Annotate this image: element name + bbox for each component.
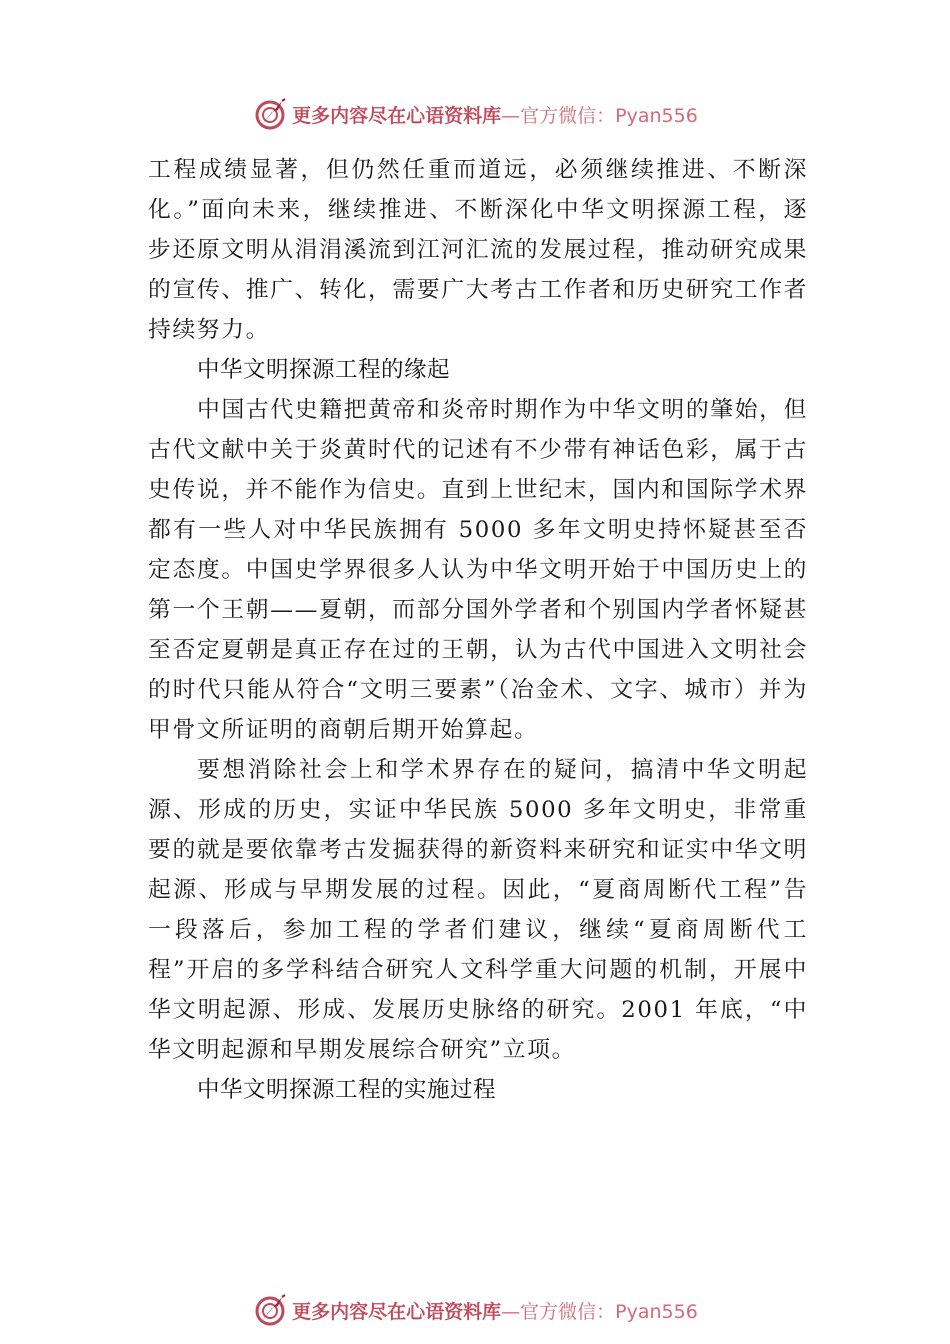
paragraph-origin-1: 中国古代史籍把黄帝和炎帝时期作为中华文明的肇始，但古代文献中关于炎黄时代的记述有不少带有神话色彩，属于古史传说，并不能作为信史。直到上世纪末，国内和国际学术界都有一些人对中华民族拥有 5000 多年文明史持怀疑甚至否定态度。中国史学界很多人认为中华文明开始于中国历史上的第一个王朝——夏朝，而部分国外学者和个别国内学者怀疑甚至否定夏朝是真正存在过的王朝，认为古代中国进入文明社会的时代只能从符合“文明三要素”（冶金术、文字、城市）并为甲骨文所证明的商朝后期开始算起。: [148, 397, 808, 743]
header-watermark: [0, 94, 950, 134]
watermark-wechat: —官方微信：Pyan556: [501, 104, 698, 127]
quill-seal-icon: [252, 96, 288, 132]
watermark-brand: 更多内容尽在心语资料库: [292, 1300, 502, 1323]
section-heading-process: 中华文明探源工程的实施过程: [197, 1077, 497, 1103]
section-heading-origin: 中华文明探源工程的缘起: [197, 357, 451, 383]
watermark-brand: 更多内容尽在心语资料库: [292, 104, 502, 127]
watermark-wechat: —官方微信：Pyan556: [501, 1300, 698, 1323]
article-body: [148, 150, 808, 1110]
footer-watermark: [0, 1290, 950, 1330]
quill-seal-icon: [252, 1292, 288, 1328]
paragraph-origin-2: 要想消除社会上和学术界存在的疑问，搞清中华文明起源、形成的历史，实证中华民族 5000 多年文明史，非常重要的就是要依靠考古发掘获得的新资料来研究和证实中华文明起源、形成与早期发展的过程。因此，“夏商周断代工程”告一段落后，参加工程的学者们建议，继续“夏商周断代工程”开启的多学科结合研究人文科学重大问题的机制，开展中华文明起源、形成、发展历史脉络的研究。2001 年底，“中华文明起源和早期发展综合研究”立项。: [148, 757, 808, 1063]
paragraph-intro: 工程成绩显著，但仍然任重而道远，必须继续推进、不断深化。”面向未来，继续推进、不断深化中华文明探源工程，逐步还原文明从涓涓溪流到江河汇流的发展过程，推动研究成果的宣传、推广、转化，需要广大考古工作者和历史研究工作者持续努力。: [148, 157, 808, 343]
